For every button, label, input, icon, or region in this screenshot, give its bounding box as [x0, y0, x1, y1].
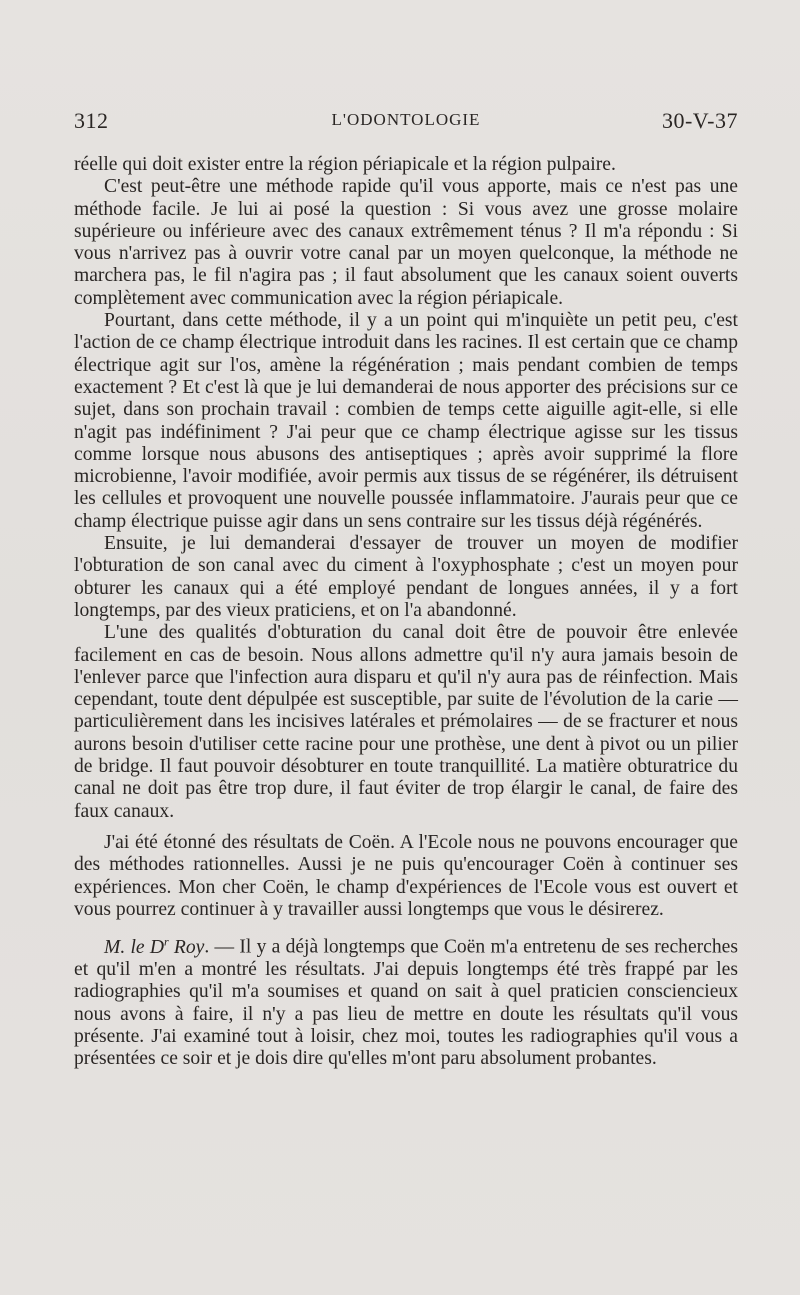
paragraph: L'une des qualités d'obturation du canal doit être de pouvoir être enlevée facilement en cas de besoin. Nous allons admettre qu'il n'y aura jamais besoin de l'enlever parce que l'infection aura disparu et qu'il n'y aura pas de réinfection. Mais cependant, toute dent dépulpée est susceptible, par suite de l'évolution de la carie — particulièrement dans les incisives latérales et prémolaires — de se fracturer et nous aurons besoin d'utiliser cette racine pour une prothèse, une dent à pivot ou un pilier de bridge. Il faut pouvoir désobturer en toute tranquillité. La matière obturatrice du canal ne doit pas être trop dure, il faut éviter de trop élargir le canal, de faire des faux canaux.: [74, 622, 738, 822]
speaker-statement: — Il y a déjà longtemps que Coën m'a entretenu de ses recherches et qu'il m'en a montré les résultats. J'ai depuis longtemps été très frappé par les radiographies qu'il m'a soumises et quand on sait à quel praticien consciencieux nous avons à faire, il n'y a pas lieu de mettre en doute les résultats qu'il vous présente. J'ai examiné tout à loisir, chez moi, toutes les radiographies qu'il vous a présentées ce soir et je dois dire qu'elles m'ont paru absolument probantes.: [74, 936, 738, 1070]
issue-date: 30-V-37: [661, 108, 738, 133]
paragraph: Ensuite, je lui demanderai d'essayer de trouver un moyen de modifier l'obturation de son canal avec du ciment à l'oxyphosphate ; c'est un moyen pour obturer les canaux qui a été employé pendant de longues années, il y a fort longtemps, par des vieux praticiens, et on l'a abandonné.: [74, 533, 738, 621]
speaker-title-superscript: r: [164, 934, 169, 949]
speaker-period: .: [204, 936, 210, 958]
paragraph-continuation: réelle qui doit exister entre la région périapicale et la région pulpaire.: [74, 154, 616, 175]
page-number: 312: [74, 108, 109, 133]
speaker-paragraph: [74, 930, 738, 1070]
speaker-label: [104, 934, 205, 958]
paragraph: C'est peut-être une méthode rapide qu'il vous apporte, mais ce n'est pas une méthode facile. Je lui ai posé la question : Si vous avez une grosse molaire supérieure ou inférieure avec des canaux extrêmement ténus ? Il m'a répondu : Si vous n'arrivez pas à ouvrir votre canal par un moyen quelconque, la méthode ne marchera pas, le fil n'agira pas ; il faut absolument que les canaux soient ouverts complètement avec communication avec la région périapicale.: [74, 176, 738, 309]
speaker-surname: Roy: [173, 936, 205, 958]
paragraph: Pourtant, dans cette méthode, il y a un point qui m'inquiète un petit peu, c'est l'action de ce champ électrique introduit dans les racines. Il est certain que ce champ électrique agit sur l'os, amène la régénération ; mais pendant combien de temps exactement ? Et c'est là que je lui demanderai de nous apporter des précisions sur ce sujet, dans son prochain travail : combien de temps cette aiguille agit-elle, si elle n'agit pas indéfiniment ? J'ai peur que ce champ électrique agisse sur les tissus comme lorsque nous abusons des antiseptiques ; après avoir supprimé la flore microbienne, l'avoir modifiée, avoir permis aux tissus de se régénérer, ils détruisent les cellules et provoquent une nouvelle poussée inflammatoire. J'aurais peur que ce champ électrique puisse agir dans un sens contraire sur les tissus déjà régénérés.: [74, 310, 738, 532]
running-title: L'ODONTOLOGIE: [331, 110, 481, 129]
page-header: [74, 104, 738, 138]
paragraph: J'ai été étonné des résultats de Coën. A l'Ecole nous ne pouvons encourager que des méthodes rationnelles. Aussi je ne puis qu'encourager Coën à continuer ses expériences. Mon cher Coën, le champ d'expériences de l'Ecole vous est ouvert et vous pourrez continuer à y travailler aussi longtemps que vous le désirerez.: [74, 831, 738, 920]
body-text: [74, 154, 738, 1070]
speaker-name: M. le D: [104, 936, 164, 958]
